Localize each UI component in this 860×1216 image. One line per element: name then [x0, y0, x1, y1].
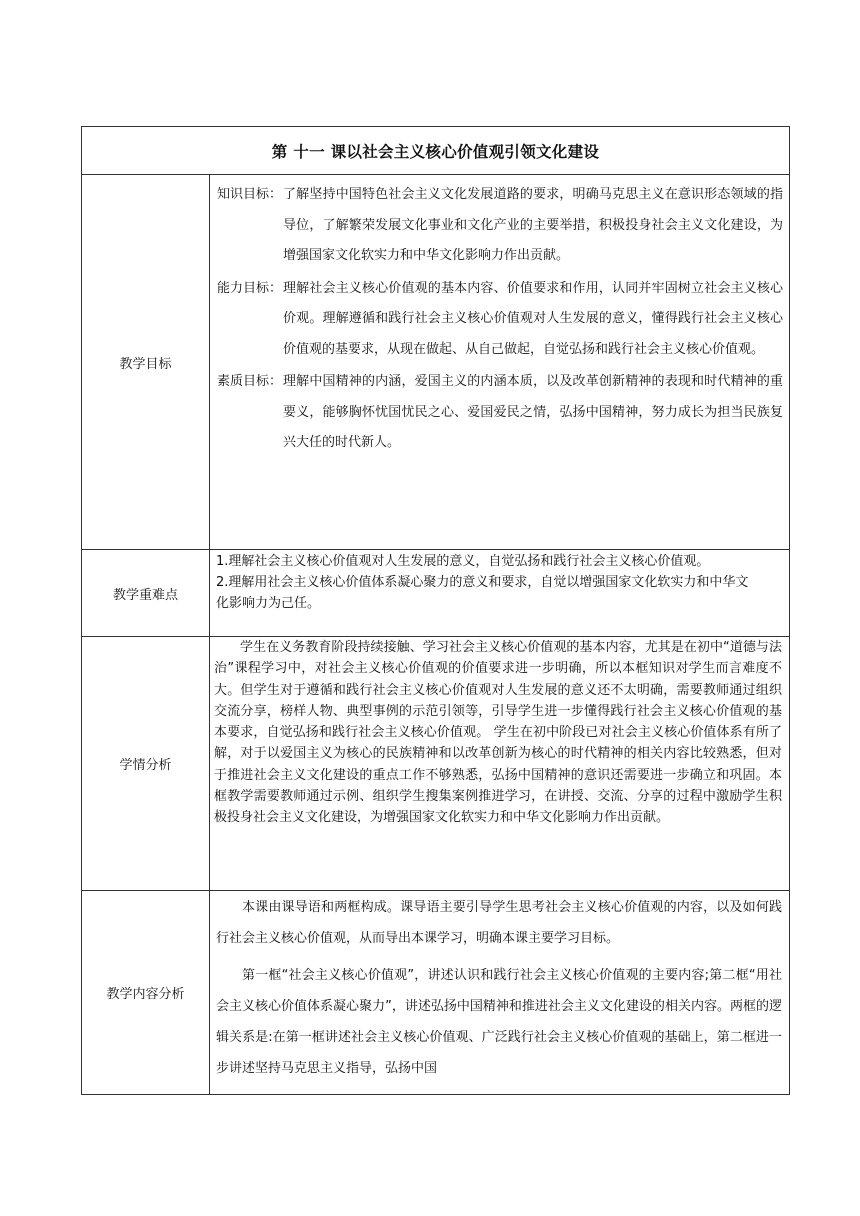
learner-analysis-text: 学生在义务教育阶段持续接触、学习社会主义核心价值观的基本内容，尤其是在初中“道德与法治”课程学习中，对社会主义核心价值观的价值要求进一步明确，所以本框知识对学生而言难度不大。但学生对于遵循和践行社会主义核心价值观对人生发展的意义还不太明确，需要教师通过组织交流分享，榜样人物、典型事例的示范引领等，引导学生进一步懂得践行社会主义核心价值观的基本要求，自觉弘扬和践行社会主义核心价值观。 学生在初中阶段已对社会主义核心价值体系有所了解，对于以爱国主义为核心的民族精神和以改革创新为核心的时代精神的相关内容比较熟悉，但对于推进社会主义文化建设的重点工作不够熟悉，弘扬中国精神的意识还需要进一步确立和巩固。本框教学需要教师通过示例、组织学生搜集案例推进学习，在讲授、交流、分享的过程中激励学生积极投身社会主义文化建设，为增强国家文化软实力和中华文化影响力作出贡献。 — [214, 640, 782, 826]
objectives-label: 教学目标 — [82, 175, 210, 550]
quality-objective-text: 理解中国精神的内涵，爱国主义的内涵本质，以及改革创新精神的表现和时代精神的重要义，能够胸怀忧国忧民之心、爱国爱民之情，弘扬中国精神，努力成长为担当民族复兴大任的时代新人。 — [283, 374, 783, 450]
quality-objective-label: 素质目标： — [217, 374, 283, 389]
lesson-title: 第 十一 课以社会主义核心价值观引领文化建设 — [82, 127, 790, 175]
learner-analysis-content — [210, 637, 790, 891]
ability-objective-text: 理解社会主义核心价值观的基本内容、价值要求和作用，认同并牢固树立社会主义核心价观。理解遵循和践行社会主义核心价值观对人生发展的意义，懂得践行社会主义核心价值观的基要求，从现在做起、从自己做起，自觉弘扬和践行社会主义核心价值观。 — [283, 280, 783, 357]
difficulties-label: 教学重难点 — [82, 550, 210, 637]
content-analysis-paragraph: 本课由课导语和两框构成。课导语主要引导学生思考社会主义核心价值观的内容，以及如何践行社会主义核心价值观，从而导出本课学习，明确本课主要学习目标。 — [216, 900, 782, 946]
difficulty-item: 2.理解用社会主义核心价值体系凝心聚力的意义和要求，自觉以增强国家文化软实力和中华文化影响力为己任。 — [216, 575, 749, 611]
objectives-content — [210, 175, 790, 550]
ability-objective-label: 能力目标： — [217, 280, 283, 296]
knowledge-objective-text: 了解坚持中国特色社会主义文化发展道路的要求，明确马克思主义在意识形态领域的指导位，了解繁荣发展文化事业和文化产业的主要举措，积极投身社会主义文化建设，为增强国家文化软实力和中华文化影响力作出贡献。 — [283, 187, 783, 263]
content-analysis-paragraph: 第一框“社会主义核心价值观”，讲述认识和践行社会主义核心价值观的主要内容;第二框“用社会主义核心价值体系凝心聚力”，讲述弘扬中国精神和推进社会主义文化建设的相关内容。两框的逻辑关系是:在第一框讲述社会主义核心价值观、广泛践行社会主义核心价值观的基础上，第二框进一步讲述坚持马克思主义指导，弘扬中国 — [216, 968, 782, 1076]
lesson-plan-table — [81, 126, 790, 1095]
content-analysis-label: 教学内容分析 — [82, 891, 210, 1095]
learner-analysis-label: 学情分析 — [82, 637, 210, 891]
difficulty-item: 1.理解社会主义核心价值观对人生发展的意义，自觉弘扬和践行社会主义核心价值观。 — [216, 554, 710, 569]
knowledge-objective-label: 知识目标： — [217, 187, 283, 202]
content-analysis-content — [210, 891, 790, 1095]
quality-objective — [217, 367, 783, 459]
difficulties-content — [210, 550, 790, 637]
knowledge-objective — [217, 180, 783, 272]
ability-objective — [217, 274, 783, 366]
